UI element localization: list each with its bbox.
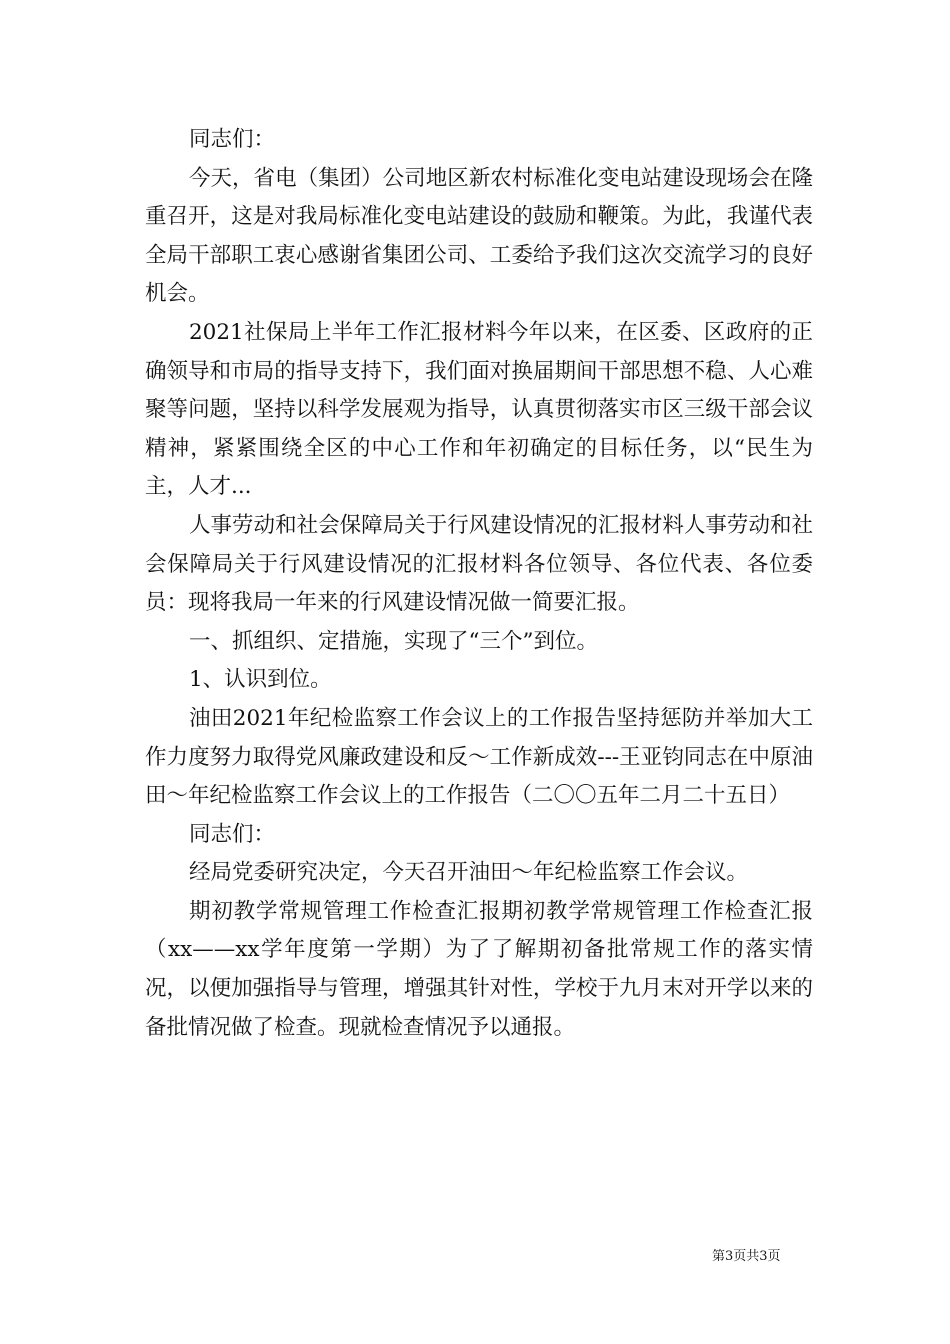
paragraph-oilfield-report: 油田2021年纪检监察工作会议上的工作报告坚持惩防并举加大工作力度努力取得党风廉政建设和反～工作新成效---王亚钧同志在中原油田～年纪检监察工作会议上的工作报告（二〇〇五年二月二十五日） [145,705,813,809]
paragraph-salutation-2: 同志们： [189,821,276,847]
paragraph-conduct-report: 人事劳动和社会保障局关于行风建设情况的汇报材料人事劳动和社会保障局关于行风建设情况的汇报材料各位领导、各位代表、各位委员：现将我局一年来的行风建设情况做一简要汇报。 [145,512,813,616]
document-body [145,121,813,1047]
paragraph-meeting-notice: 经局党委研究决定，今天召开油田～年纪检监察工作会议。 [189,860,749,886]
paragraph-salutation: 同志们： [189,127,276,152]
paragraph-social-security-report: 2021社保局上半年工作汇报材料今年以来，在区委、区政府的正确领导和市局的指导支持下，我们面对换届期间干部思想不稳、人心难聚等问题，坚持以科学发展观为指导，认真贯彻落实市区三级干部会议精神，紧紧围绕全区的中心工作和年初确定的目标任务，以“民生为主，人才... [145,319,813,500]
paragraph-section-heading: 一、抓组织、定措施，实现了“三个”到位。 [189,628,598,654]
page-number-footer: 第3页共3页 [712,1249,781,1264]
paragraph-subheading: 1、认识到位。 [189,667,332,693]
paragraph-teaching-inspection: 期初教学常规管理工作检查汇报期初教学常规管理工作检查汇报（xx——xx学年度第一学期）为了了解期初备批常规工作的落实情况，以便加强指导与管理，增强其针对性，学校于九月末对开学以来的备批情况做了检查。现就检查情况予以通报。 [145,898,813,1040]
paragraph-opening-remarks: 今天，省电（集团）公司地区新农村标准化变电站建设现场会在隆重召开，这是对我局标准化变电站建设的鼓励和鞭策。为此，我谨代表全局干部职工衷心感谢省集团公司、工委给予我们这次交流学习的良好机会。 [145,165,813,307]
